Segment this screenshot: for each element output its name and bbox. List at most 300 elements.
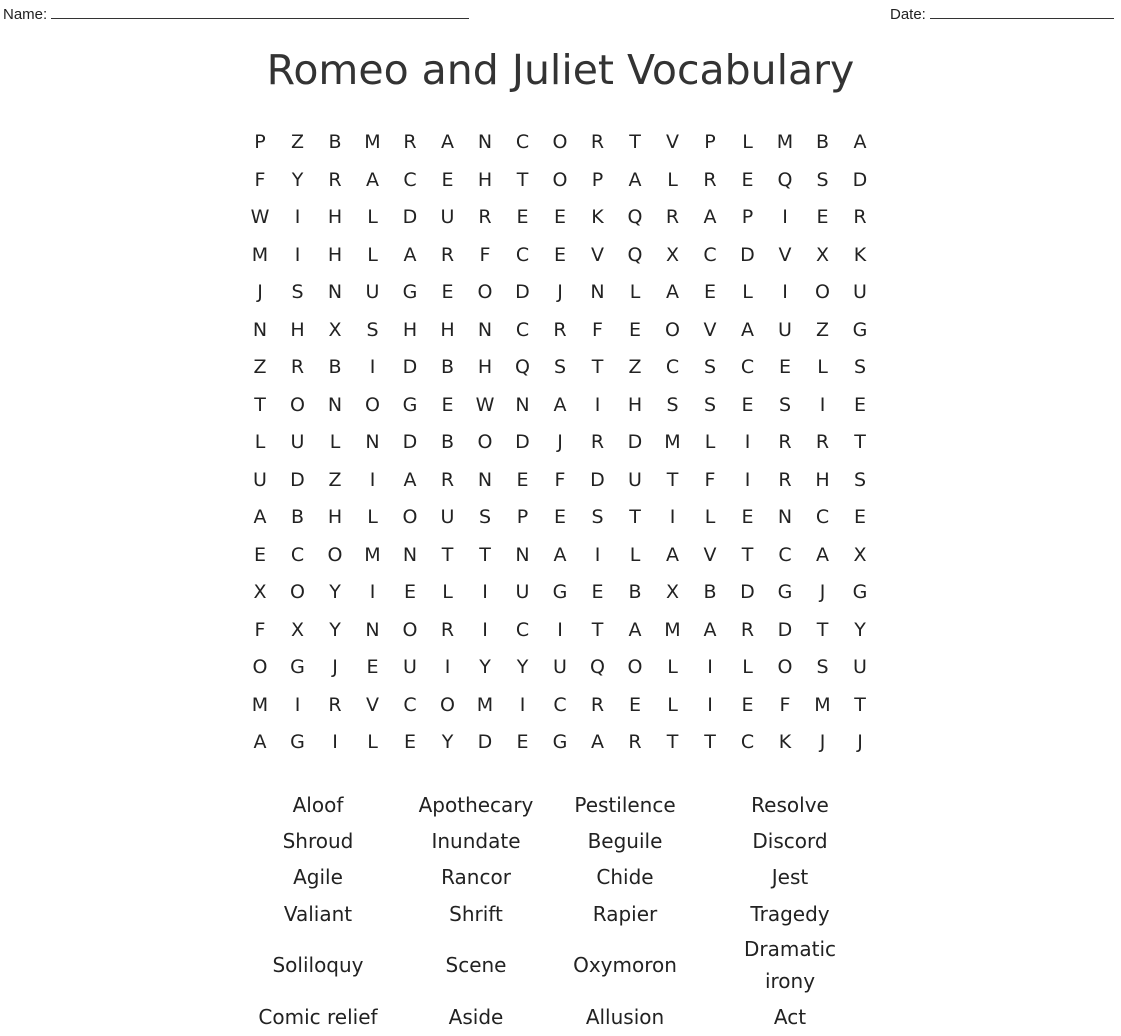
grid-letter: I xyxy=(444,656,451,678)
grid-letter: A xyxy=(703,206,717,228)
grid-letter: I xyxy=(744,468,751,491)
grid-letter: C xyxy=(403,693,417,716)
grid-letter: I xyxy=(782,206,788,228)
grid-letter: W xyxy=(250,206,270,228)
grid-letter: J xyxy=(557,281,563,303)
grid-letter: Q xyxy=(627,206,643,228)
grid-letter: C xyxy=(703,243,717,266)
grid-letter: S xyxy=(853,356,867,378)
grid-letter: D xyxy=(515,281,530,303)
grid-letter: D xyxy=(402,206,418,228)
grid-letter: D xyxy=(477,731,493,753)
grid-letter: Q xyxy=(627,243,643,266)
grid-letter: M xyxy=(814,693,831,716)
grid-letter: M xyxy=(251,693,269,716)
grid-letter: T xyxy=(854,693,866,716)
grid-letter: X xyxy=(328,318,342,341)
grid-letter: M xyxy=(364,543,381,566)
word-list-item: Inundate xyxy=(431,829,521,853)
grid-letter: E xyxy=(741,506,754,528)
grid-letter: L xyxy=(629,543,641,566)
grid-letter: O xyxy=(402,618,418,641)
grid-letter: A xyxy=(253,731,267,753)
grid-letter: E xyxy=(553,206,566,228)
grid-letter: H xyxy=(477,356,493,378)
grid-letter: F xyxy=(704,468,716,491)
grid-letter: D xyxy=(852,168,868,191)
grid-letter: U xyxy=(365,281,380,303)
grid-letter: T xyxy=(591,356,604,378)
grid-letter: E xyxy=(703,281,716,303)
grid-letter: N xyxy=(365,618,380,641)
grid-letter: H xyxy=(327,506,343,528)
grid-letter: O xyxy=(290,393,305,416)
grid-letter: M xyxy=(664,618,681,641)
grid-letter: L xyxy=(704,506,716,528)
grid-letter: H xyxy=(290,318,305,341)
word-list-item: Jest xyxy=(771,865,809,889)
word-list-item: Chide xyxy=(596,865,654,889)
grid-letter: O xyxy=(815,281,830,303)
grid-letter: R xyxy=(590,431,605,453)
grid-letter: O xyxy=(252,656,268,678)
grid-letter: A xyxy=(553,543,567,566)
name-label: Name: xyxy=(3,6,48,23)
grid-letter: K xyxy=(591,206,604,228)
grid-letter: T xyxy=(479,543,491,566)
grid-letter: H xyxy=(327,243,343,266)
word-list-item: Act xyxy=(773,1005,807,1029)
grid-letter: B xyxy=(440,356,455,378)
word-list-item: Comic relief xyxy=(258,1005,378,1029)
grid-letter: N xyxy=(402,543,418,566)
grid-letter: M xyxy=(776,131,794,153)
word-list-item: Rancor xyxy=(441,865,511,889)
grid-letter: X xyxy=(290,618,305,641)
grid-letter: B xyxy=(328,356,342,378)
grid-letter: C xyxy=(553,693,567,716)
grid-letter: D xyxy=(402,356,418,378)
word-list-item: Apothecary xyxy=(418,793,534,817)
grid-letter: B xyxy=(328,131,342,153)
grid-letter: L xyxy=(704,431,716,453)
grid-letter: F xyxy=(254,618,266,641)
grid-letter: N xyxy=(477,468,493,491)
grid-letter: A xyxy=(628,618,642,641)
grid-letter: S xyxy=(553,356,567,378)
grid-letter: A xyxy=(628,168,642,191)
grid-letter: X xyxy=(665,243,680,266)
grid-letter: S xyxy=(291,281,304,303)
grid-letter: K xyxy=(778,731,792,753)
grid-letter: E xyxy=(741,168,754,191)
grid-letter: B xyxy=(290,506,305,528)
grid-letter: E xyxy=(516,468,529,491)
grid-letter: I xyxy=(482,581,488,603)
grid-letter: P xyxy=(704,131,716,153)
grid-letter: B xyxy=(703,581,717,603)
grid-letter: V xyxy=(703,318,717,341)
grid-letter: E xyxy=(441,393,454,416)
grid-letter: D xyxy=(290,468,305,491)
grid-letter: C xyxy=(290,543,305,566)
word-list-item: Discord xyxy=(752,829,828,853)
grid-letter: N xyxy=(252,318,268,341)
page-title: Romeo and Juliet Vocabulary xyxy=(266,46,855,94)
grid-letter: T xyxy=(629,131,641,153)
grid-letter: S xyxy=(366,318,379,341)
grid-letter: X xyxy=(253,581,267,603)
grid-letter: P xyxy=(254,131,266,153)
grid-letter: T xyxy=(741,543,754,566)
grid-letter: R xyxy=(590,131,605,153)
grid-letter: V xyxy=(666,131,679,153)
grid-letter: O xyxy=(777,656,793,678)
grid-letter: L xyxy=(367,206,378,228)
grid-letter: D xyxy=(740,243,755,266)
grid-letter: C xyxy=(515,318,530,341)
grid-letter: S xyxy=(591,506,604,528)
grid-letter: D xyxy=(515,431,530,453)
grid-letter: Y xyxy=(441,731,454,753)
word-list-item: Resolve xyxy=(751,793,829,817)
grid-letter: O xyxy=(552,131,568,153)
grid-letter: R xyxy=(778,431,792,453)
grid-letter: U xyxy=(628,468,642,491)
grid-letter: E xyxy=(591,581,604,603)
word-list-item: Dramatic irony xyxy=(743,937,836,993)
grid-letter: U xyxy=(778,318,792,341)
grid-letter: S xyxy=(666,393,679,416)
word-list-item: Tragedy xyxy=(750,902,830,926)
grid-letter: U xyxy=(515,581,530,603)
grid-letter: O xyxy=(402,506,418,528)
grid-letter: Z xyxy=(290,131,305,153)
grid-letter: P xyxy=(516,506,529,528)
grid-letter: Y xyxy=(479,656,491,678)
grid-letter: G xyxy=(777,581,793,603)
grid-letter: A xyxy=(666,281,679,303)
grid-letter: I xyxy=(782,281,788,303)
grid-letter: S xyxy=(703,356,717,378)
grid-letter: E xyxy=(778,356,791,378)
grid-letter: T xyxy=(254,393,266,416)
grid-letter: E xyxy=(516,206,529,228)
word-list-item: Aloof xyxy=(292,793,344,817)
grid-letter: I xyxy=(594,393,601,416)
grid-letter: X xyxy=(853,543,867,566)
grid-letter: A xyxy=(853,131,867,153)
grid-letter: E xyxy=(628,318,641,341)
grid-letter: G xyxy=(852,318,868,341)
grid-letter: J xyxy=(257,281,263,303)
grid-letter: R xyxy=(628,731,642,753)
grid-letter: J xyxy=(819,731,826,753)
grid-letter: L xyxy=(667,168,678,191)
grid-letter: M xyxy=(664,431,681,453)
grid-letter: N xyxy=(327,393,343,416)
grid-letter: T xyxy=(516,168,529,191)
grid-letter: S xyxy=(853,468,867,491)
grid-letter: G xyxy=(290,656,305,678)
grid-letter: U xyxy=(403,656,417,678)
grid-letter: L xyxy=(742,656,753,678)
grid-letter: R xyxy=(853,206,867,228)
grid-letter: H xyxy=(402,318,418,341)
grid-letter: I xyxy=(294,243,301,266)
grid-letter: O xyxy=(327,543,343,566)
grid-letter: E xyxy=(441,281,454,303)
grid-letter: E xyxy=(553,243,566,266)
grid-letter: O xyxy=(665,318,680,341)
grid-letter: E xyxy=(366,656,379,678)
grid-letter: O xyxy=(365,393,380,416)
grid-letter: G xyxy=(290,731,305,753)
word-list-item: Scene xyxy=(445,953,507,977)
grid-letter: C xyxy=(815,506,830,528)
grid-letter: H xyxy=(815,468,830,491)
grid-letter: S xyxy=(816,168,829,191)
grid-letter: K xyxy=(853,243,867,266)
grid-letter: L xyxy=(667,656,678,678)
grid-letter: B xyxy=(815,131,830,153)
grid-letter: Y xyxy=(516,656,529,678)
grid-letter: T xyxy=(591,618,604,641)
grid-letter: F xyxy=(554,468,566,491)
grid-letter: Q xyxy=(777,168,793,191)
grid-letter: N xyxy=(515,393,530,416)
grid-letter: G xyxy=(402,393,418,416)
grid-letter: R xyxy=(478,206,492,228)
grid-letter: J xyxy=(557,431,563,453)
grid-letter: N xyxy=(590,281,605,303)
grid-letter: I xyxy=(744,431,751,453)
grid-letter: U xyxy=(853,656,867,678)
word-list-item: Agile xyxy=(293,865,343,889)
grid-letter: G xyxy=(552,731,568,753)
grid-letter: U xyxy=(440,206,455,228)
grid-letter: Y xyxy=(329,581,341,603)
grid-letter: N xyxy=(777,506,793,528)
grid-letter: F xyxy=(479,243,491,266)
grid-letter: L xyxy=(329,431,341,453)
grid-letter: E xyxy=(853,393,866,416)
grid-letter: L xyxy=(442,581,453,603)
grid-letter: P xyxy=(591,168,604,191)
grid-letter: E xyxy=(816,206,829,228)
grid-letter: N xyxy=(327,281,343,303)
grid-letter: C xyxy=(740,731,755,753)
grid-letter: E xyxy=(403,581,416,603)
grid-letter: E xyxy=(553,506,566,528)
grid-letter: T xyxy=(704,731,716,753)
grid-letter: I xyxy=(332,731,338,753)
grid-letter: W xyxy=(475,393,495,416)
grid-letter: N xyxy=(365,431,380,453)
grid-letter: Q xyxy=(515,356,530,378)
grid-letter: G xyxy=(402,281,418,303)
grid-letter: U xyxy=(853,281,867,303)
grid-letter: B xyxy=(628,581,642,603)
grid-letter: E xyxy=(403,731,416,753)
grid-letter: T xyxy=(854,431,866,453)
grid-letter: I xyxy=(594,543,601,566)
grid-letter: S xyxy=(816,656,829,678)
grid-letter: I xyxy=(519,693,526,716)
grid-letter: Z xyxy=(628,356,642,378)
grid-letter: O xyxy=(477,431,493,453)
grid-letter: R xyxy=(403,131,417,153)
grid-letter: A xyxy=(441,131,454,153)
grid-letter: A xyxy=(591,731,604,753)
grid-letter: Z xyxy=(328,468,342,491)
grid-letter: R xyxy=(778,468,792,491)
word-list-item: Shroud xyxy=(282,829,354,853)
grid-letter: C xyxy=(515,618,530,641)
grid-letter: V xyxy=(591,243,604,266)
grid-letter: P xyxy=(741,206,754,228)
grid-letter: L xyxy=(254,431,266,453)
grid-letter: E xyxy=(441,168,454,191)
grid-letter: H xyxy=(327,206,343,228)
grid-letter: R xyxy=(440,468,455,491)
grid-letter: T xyxy=(816,618,829,641)
grid-letter: D xyxy=(627,431,643,453)
grid-letter: C xyxy=(403,168,417,191)
word-list-item: Pestilence xyxy=(574,793,676,817)
grid-letter: J xyxy=(819,581,826,603)
grid-letter: R xyxy=(590,693,605,716)
grid-letter: C xyxy=(740,356,755,378)
grid-letter: Z xyxy=(815,318,830,341)
grid-letter: Q xyxy=(590,656,605,678)
grid-letter: I xyxy=(294,693,301,716)
grid-letter: R xyxy=(815,431,830,453)
grid-letter: U xyxy=(440,506,455,528)
grid-letter: A xyxy=(553,393,567,416)
word-list-item: Beguile xyxy=(587,829,663,853)
grid-letter: G xyxy=(852,581,868,603)
grid-letter: Y xyxy=(329,618,341,641)
grid-letter: I xyxy=(819,393,826,416)
grid-letter: D xyxy=(590,468,605,491)
grid-letter: A xyxy=(403,468,417,491)
grid-letter: A xyxy=(703,618,717,641)
grid-letter: I xyxy=(369,581,376,603)
grid-letter: R xyxy=(328,693,342,716)
grid-letter: Y xyxy=(291,168,304,191)
word-list-item: Shrift xyxy=(449,902,503,926)
grid-letter: I xyxy=(707,693,713,716)
grid-letter: L xyxy=(367,731,378,753)
grid-letter: I xyxy=(669,506,676,528)
grid-letter: T xyxy=(666,731,679,753)
grid-letter: S xyxy=(778,393,792,416)
grid-letter: E xyxy=(516,731,529,753)
grid-letter: R xyxy=(665,206,680,228)
grid-letter: N xyxy=(515,543,530,566)
date-label: Date: xyxy=(890,6,926,23)
grid-letter: O xyxy=(627,656,643,678)
grid-letter: R xyxy=(290,356,305,378)
grid-letter: A xyxy=(666,543,679,566)
grid-letter: R xyxy=(740,618,755,641)
grid-letter: S xyxy=(478,506,492,528)
grid-letter: E xyxy=(253,543,266,566)
grid-letter: N xyxy=(477,318,493,341)
grid-letter: A xyxy=(816,543,829,566)
word-list-item: Rapier xyxy=(592,902,658,926)
grid-letter: O xyxy=(440,693,455,716)
word-list-item: Allusion xyxy=(585,1005,665,1029)
grid-letter: A xyxy=(253,506,267,528)
grid-letter: E xyxy=(628,693,641,716)
grid-letter: V xyxy=(778,243,792,266)
grid-letter: M xyxy=(476,693,494,716)
grid-letter: V xyxy=(703,543,717,566)
grid-letter: N xyxy=(477,131,493,153)
grid-letter: C xyxy=(515,243,530,266)
grid-letter: X xyxy=(815,243,830,266)
grid-letter: I xyxy=(294,206,301,228)
grid-letter: B xyxy=(440,431,455,453)
grid-letter: J xyxy=(332,656,338,678)
grid-letter: T xyxy=(666,468,679,491)
grid-letter: Z xyxy=(253,356,267,378)
grid-letter: X xyxy=(665,581,680,603)
grid-letter: I xyxy=(707,656,713,678)
grid-letter: H xyxy=(627,393,643,416)
grid-letter: A xyxy=(366,168,379,191)
grid-letter: I xyxy=(369,356,376,378)
grid-letter: R xyxy=(703,168,717,191)
grid-letter: Y xyxy=(854,618,866,641)
grid-letter: L xyxy=(367,506,378,528)
grid-letter: A xyxy=(403,243,417,266)
grid-letter: L xyxy=(367,243,378,266)
grid-letter: I xyxy=(369,468,376,491)
grid-letter: U xyxy=(253,468,267,491)
grid-letter: R xyxy=(553,318,567,341)
grid-letter: A xyxy=(741,318,754,341)
grid-letter: C xyxy=(665,356,680,378)
grid-letter: R xyxy=(440,618,455,641)
grid-letter: U xyxy=(553,656,567,678)
grid-letter: M xyxy=(364,131,381,153)
grid-letter: F xyxy=(592,318,603,341)
grid-letter: E xyxy=(741,393,754,416)
grid-letter: O xyxy=(552,168,568,191)
grid-letter: E xyxy=(741,693,754,716)
grid-letter: S xyxy=(703,393,717,416)
grid-letter: D xyxy=(777,618,793,641)
grid-letter: L xyxy=(742,281,753,303)
word-list-item: Valiant xyxy=(283,902,353,926)
grid-letter: H xyxy=(440,318,455,341)
grid-letter: C xyxy=(778,543,792,566)
grid-letter: U xyxy=(290,431,305,453)
grid-letter: M xyxy=(251,243,269,266)
grid-letter: R xyxy=(328,168,342,191)
grid-letter: H xyxy=(477,168,493,191)
grid-letter: E xyxy=(853,506,866,528)
grid-letter: I xyxy=(482,618,488,641)
grid-letter: D xyxy=(740,581,755,603)
grid-letter: L xyxy=(667,693,678,716)
grid-letter: O xyxy=(290,581,305,603)
grid-letter: L xyxy=(817,356,828,378)
grid-letter: R xyxy=(440,243,455,266)
